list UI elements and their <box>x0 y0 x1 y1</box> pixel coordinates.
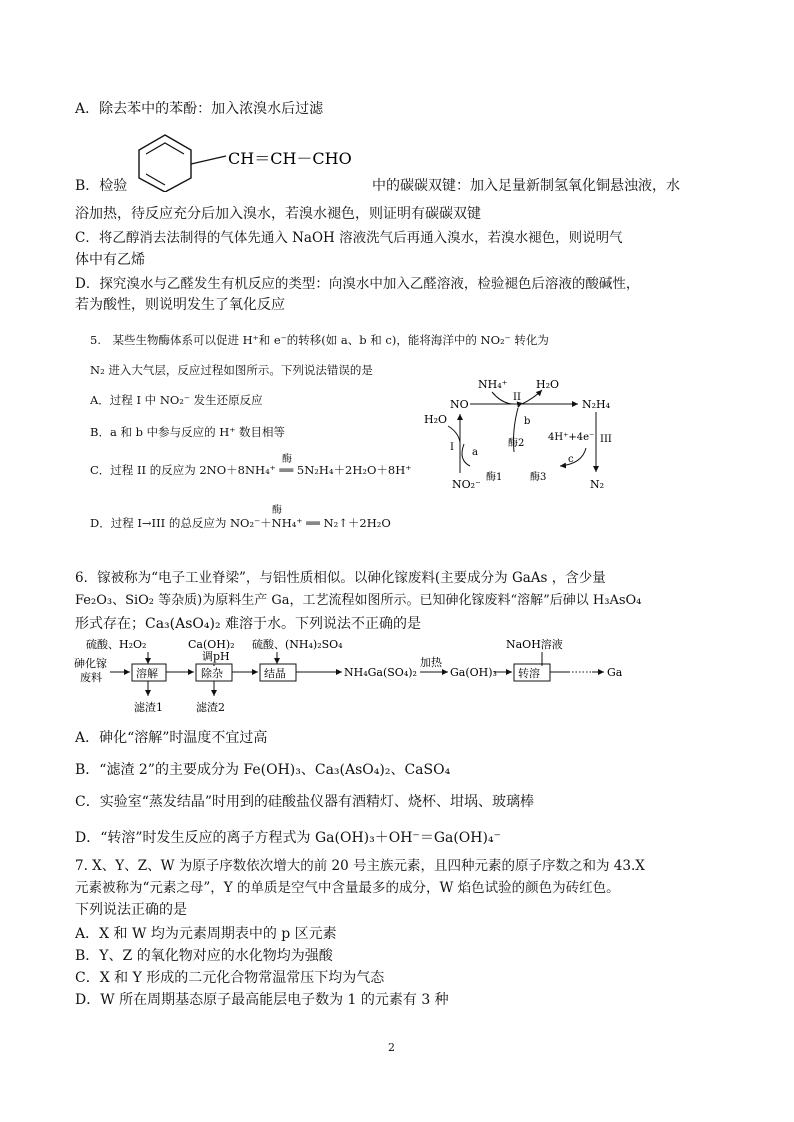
q4-option-d-line1: D．探究溴水与乙醛发生有机反应的类型：向溴水中加入乙醛溶液，检验褪色后溶液的酸碱性， <box>75 276 640 292</box>
q4-option-d-line2: 若为酸性，则说明发生了氧化反应 <box>75 297 285 313</box>
q7-stem-line1: 7. X、Y、Z、W 为原子序数依次增大的前 20 号主族元素，且四种元素的原子序数之和为 43.X <box>75 858 645 874</box>
a-label: a <box>472 447 478 458</box>
product2-label: Ga(OH)₃ <box>450 666 497 679</box>
purify-box: 除杂 <box>201 667 223 680</box>
q7-stem-line3: 下列说法正确的是 <box>75 902 187 918</box>
q4-option-b-suffix: 中的碳碳双键：加入足量新制氢氧化铜悬浊液，水 <box>372 178 680 194</box>
no2-label: NO₂⁻ <box>452 478 481 491</box>
step-i-label: I <box>450 442 454 453</box>
feed-line1: 砷化镓 <box>74 657 107 670</box>
q7-option-a: A．X 和 W 均为元素周期表中的 p 区元素 <box>75 926 337 942</box>
reagent2-label: Ca(OH)₂ <box>188 638 235 651</box>
structure-label: CH＝CH－CHO <box>228 149 352 168</box>
q7-option-d: D．W 所在周期基态原子最高能层电子数为 1 的元素有 3 种 <box>75 992 449 1008</box>
crystallize-box: 结晶 <box>264 667 286 680</box>
ga-label: Ga <box>607 666 623 679</box>
heat-label: 加热 <box>420 656 442 669</box>
n2-label: N₂ <box>590 478 605 491</box>
q6-option-b: B．“滤渣 2”的主要成分为 Fe(OH)₃、Ca₃(AsO₄)₂、CaSO₄ <box>75 762 451 778</box>
n2h4-label: N₂H₄ <box>582 398 611 411</box>
q5-option-d-enzyme: 酶 <box>272 505 282 516</box>
q4-option-b-line2: 浴加热，待反应充分后加入溴水，若溴水褪色，则证明有碳碳双键 <box>75 206 481 222</box>
q5-stem-line2: N₂ 进入大气层，反应过程如图所示。下列说法错误的是 <box>90 363 373 377</box>
reagent1-label: 硫酸、H₂O₂ <box>86 638 147 651</box>
product1-label: NH₄Ga(SO₄)₂ <box>344 666 417 679</box>
q6-option-c: C．实验室“蒸发结晶”时用到的硅酸盐仪器有酒精灯、烧杯、坩埚、玻璃棒 <box>75 794 535 810</box>
cinnamaldehyde-structure <box>128 130 378 192</box>
q4-option-c-line1: C．将乙醇消去法制得的气体先通入 NaOH 溶液洗气后再通入溴水，若溴水褪色，则说明气 <box>75 230 623 246</box>
b-label: b <box>524 416 531 427</box>
h2o-left-label: H₂O <box>424 413 448 426</box>
q4-option-b-prefix: B．检验 <box>75 178 128 194</box>
page-number: 2 <box>388 1041 395 1054</box>
h2o-top-label: H₂O <box>536 378 560 391</box>
reagent3-label: 硫酸、(NH₄)₂SO₄ <box>252 638 343 651</box>
q5-option-c: C．过程 II 的反应为 2NO＋8NH₄⁺ ══ 5N₂H₄＋2H₂O＋8H⁺ <box>90 463 412 477</box>
q6-stem-line1: 6．镓被称为“电子工业脊梁”，与铝性质相似。以砷化镓废料(主要成分为 GaAs ，含少量 <box>75 570 606 586</box>
dissolve-box: 溶解 <box>136 667 158 680</box>
q6-stem-line3: 形式存在；Ca₃(AsO₄)₂ 难溶于水。下列说法不正确的是 <box>75 616 422 632</box>
q4-option-c-line2: 体中有乙烯 <box>75 252 145 268</box>
q5-option-d: D．过程 I→III 的总反应为 NO₂⁻＋NH₄⁺ ══ N₂↑＋2H₂O <box>90 516 391 530</box>
q5-option-a: A．过程 I 中 NO₂⁻ 发生还原反应 <box>90 393 263 407</box>
q5-option-b: B．a 和 b 中参与反应的 H⁺ 数目相等 <box>90 425 286 439</box>
c-label: c <box>568 454 574 465</box>
reagent2b-label: 调pH <box>202 650 230 663</box>
q7-option-c: C．X 和 Y 形成的二元化合物常温常压下均为气态 <box>75 970 385 986</box>
step-ii-label: II <box>513 392 521 403</box>
reagent4-label: NaOH溶液 <box>506 638 563 651</box>
feed-line2: 废料 <box>80 671 102 684</box>
q5-stem-line1: 5. 某些生物酶体系可以促进 H⁺和 e⁻的转移(如 a、b 和 c)，能将海洋中的 NO₂⁻ 转化为 <box>90 333 549 347</box>
q6-option-a: A．砷化“溶解”时温度不宜过高 <box>75 730 268 746</box>
q4-option-a: A．除去苯中的苯酚：加入浓溴水后过滤 <box>75 101 324 117</box>
residue2-label: 滤渣2 <box>196 701 225 714</box>
q7-option-b: B．Y、Z 的氧化物对应的水化物均为强酸 <box>75 948 333 964</box>
h-e-label: 4H⁺+4e⁻ <box>548 432 595 443</box>
q5-option-c-enzyme: 酶 <box>282 454 292 465</box>
q6-option-d: D．“转溶”时发生反应的离子方程式为 Ga(OH)₃＋OH⁻＝Ga(OH)₄⁻ <box>75 830 501 846</box>
enzyme2-label: 酶2 <box>508 438 525 449</box>
q6-stem-line2: Fe₂O₃、SiO₂ 等杂质)为原料生产 Ga，工艺流程如图所示。已知砷化镓废料“溶解”后砷以 H₃AsO₄ <box>75 593 642 608</box>
q7-stem-line2: 元素被称为“元素之母”，Y 的单质是空气中含量最多的成分，W 焰色试验的颜色为砖红色。 <box>75 880 620 896</box>
nh4-label: NH₄⁺ <box>478 378 508 391</box>
q5-reaction-diagram <box>410 368 630 496</box>
step-iii-label: III <box>600 434 612 445</box>
residue1-label: 滤渣1 <box>134 701 163 714</box>
redissolve-box: 转溶 <box>518 667 540 680</box>
q6-process-flow <box>72 636 642 720</box>
enzyme1-label: 酶1 <box>486 472 503 483</box>
enzyme3-label: 酶3 <box>530 472 547 483</box>
no-label: NO <box>450 398 469 411</box>
